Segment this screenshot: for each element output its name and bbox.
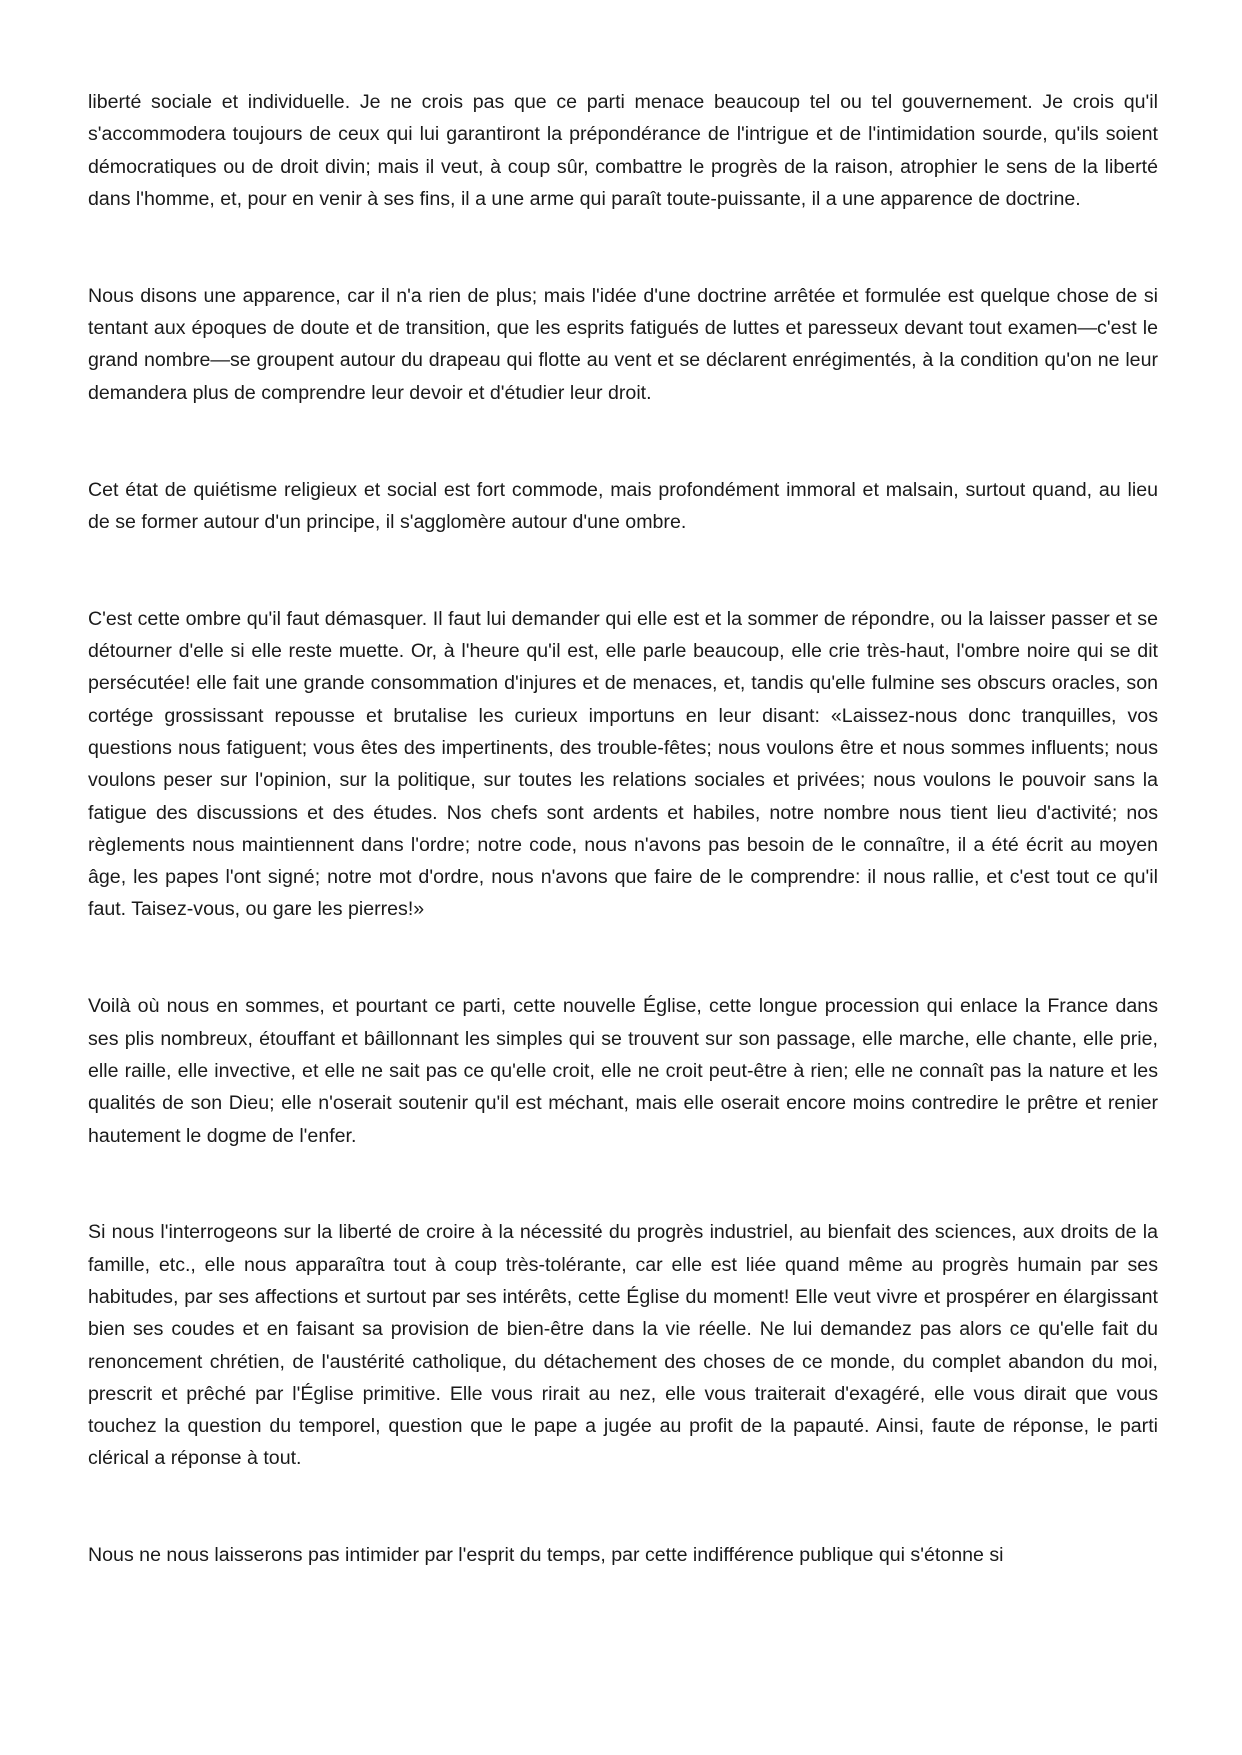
paragraph: Si nous l'interrogeons sur la liberté de croire à la nécessité du progrès industriel, au bienfait des sciences, aux droits de la famille, etc., elle nous apparaîtra tout à coup très-tolérante, car elle est liée quand même au progrès humain par ses habitudes, par ses affections et surtout par ses intérêts, cette Église du moment! Elle veut vivre et prospérer en élargissant bien ses coudes et en faisant sa provision de bien-être dans la vie réelle. Ne lui demandez pas alors ce qu'elle fait du renoncement chrétien, de l'austérité catholique, du détachement des choses de ce monde, du complet abandon du moi, prescrit et prêché par l'Église primitive. Elle vous rirait au nez, elle vous traiterait d'exagéré, elle vous dirait que vous touchez la question du temporel, question que le pape a jugée au profit de la papauté. Ainsi, faute de réponse, le parti clérical a réponse à tout. [88, 1221, 1158, 1470]
paragraph: Nous disons une apparence, car il n'a rien de plus; mais l'idée d'une doctrine arrêtée et formulée est quelque chose de si tentant aux époques de doute et de transition, que les esprits fatigués de luttes et paresseux devant tout examen—c'est le grand nombre—se groupent autour du drapeau qui flotte au vent et se déclarent enrégimentés, à la condition qu'on ne leur demandera plus de comprendre leur devoir et d'étudier leur droit. [88, 284, 1158, 404]
paragraph: Voilà où nous en sommes, et pourtant ce parti, cette nouvelle Église, cette longue procession qui enlace la France dans ses plis nombreux, étouffant et bâillonnant les simples qui se trouvent sur son passage, elle marche, elle chante, elle prie, elle raille, elle invective, et elle ne sait pas ce qu'elle croit, elle ne croit peut-être à rien; elle ne connaît pas la nature et les qualités de son Dieu; elle n'oserait soutenir qu'il est méchant, mais elle oserait encore moins contredire le prêtre et renier hautement le dogme de l'enfer. [88, 995, 1158, 1147]
paragraph: C'est cette ombre qu'il faut démasquer. Il faut lui demander qui elle est et la sommer de répondre, ou la laisser passer et se détourner d'elle si elle reste muette. Or, à l'heure qu'il est, elle parle beaucoup, elle crie très-haut, l'ombre noire qui se dit persécutée! elle fait une grande consommation d'injures et de menaces, et, tandis qu'elle fulmine ses obscurs oracles, son cortége grossissant repousse et brutalise les curieux importuns en leur disant: «Laissez-nous donc tranquilles, vos questions nous fatiguent; vous êtes des impertinents, des trouble-fêtes; nous voulons être et nous sommes influents; nous voulons peser sur l'opinion, sur la politique, sur toutes les relations sociales et privées; nous voulons le pouvoir sans la fatigue des discussions et des études. Nos chefs sont ardents et habiles, notre nombre nous tient lieu d'activité; nos règlements nous maintiennent dans l'ordre; notre code, nous n'avons pas besoin de le connaître, il a été écrit au moyen âge, les papes l'ont signé; notre mot d'ordre, nous n'avons que faire de le comprendre: il nous rallie, et c'est tout ce qu'il faut. Taisez-vous, ou gare les pierres!» [88, 607, 1158, 921]
paragraph: Cet état de quiétisme religieux et social est fort commode, mais profondément immoral et malsain, surtout quand, au lieu de se former autour d'un principe, il s'agglomère autour d'une ombre. [88, 478, 1158, 533]
paragraph: liberté sociale et individuelle. Je ne crois pas que ce parti menace beaucoup tel ou tel gouvernement. Je crois qu'il s'accommodera toujours de ceux qui lui garantiront la prépondérance de l'intrigue et de l'intimidation sourde, qu'ils soient démocratiques ou de droit divin; mais il veut, à coup sûr, combattre le progrès de la raison, atrophier le sens de la liberté dans l'homme, et, pour en venir à ses fins, il a une arme qui paraît toute-puissante, il a une apparence de doctrine. [88, 91, 1158, 210]
document-page [88, 86, 1158, 1572]
paragraph-truncated: Nous ne nous laisserons pas intimider par l'esprit du temps, par cette indifférence publique qui s'étonne si [88, 1544, 1004, 1567]
